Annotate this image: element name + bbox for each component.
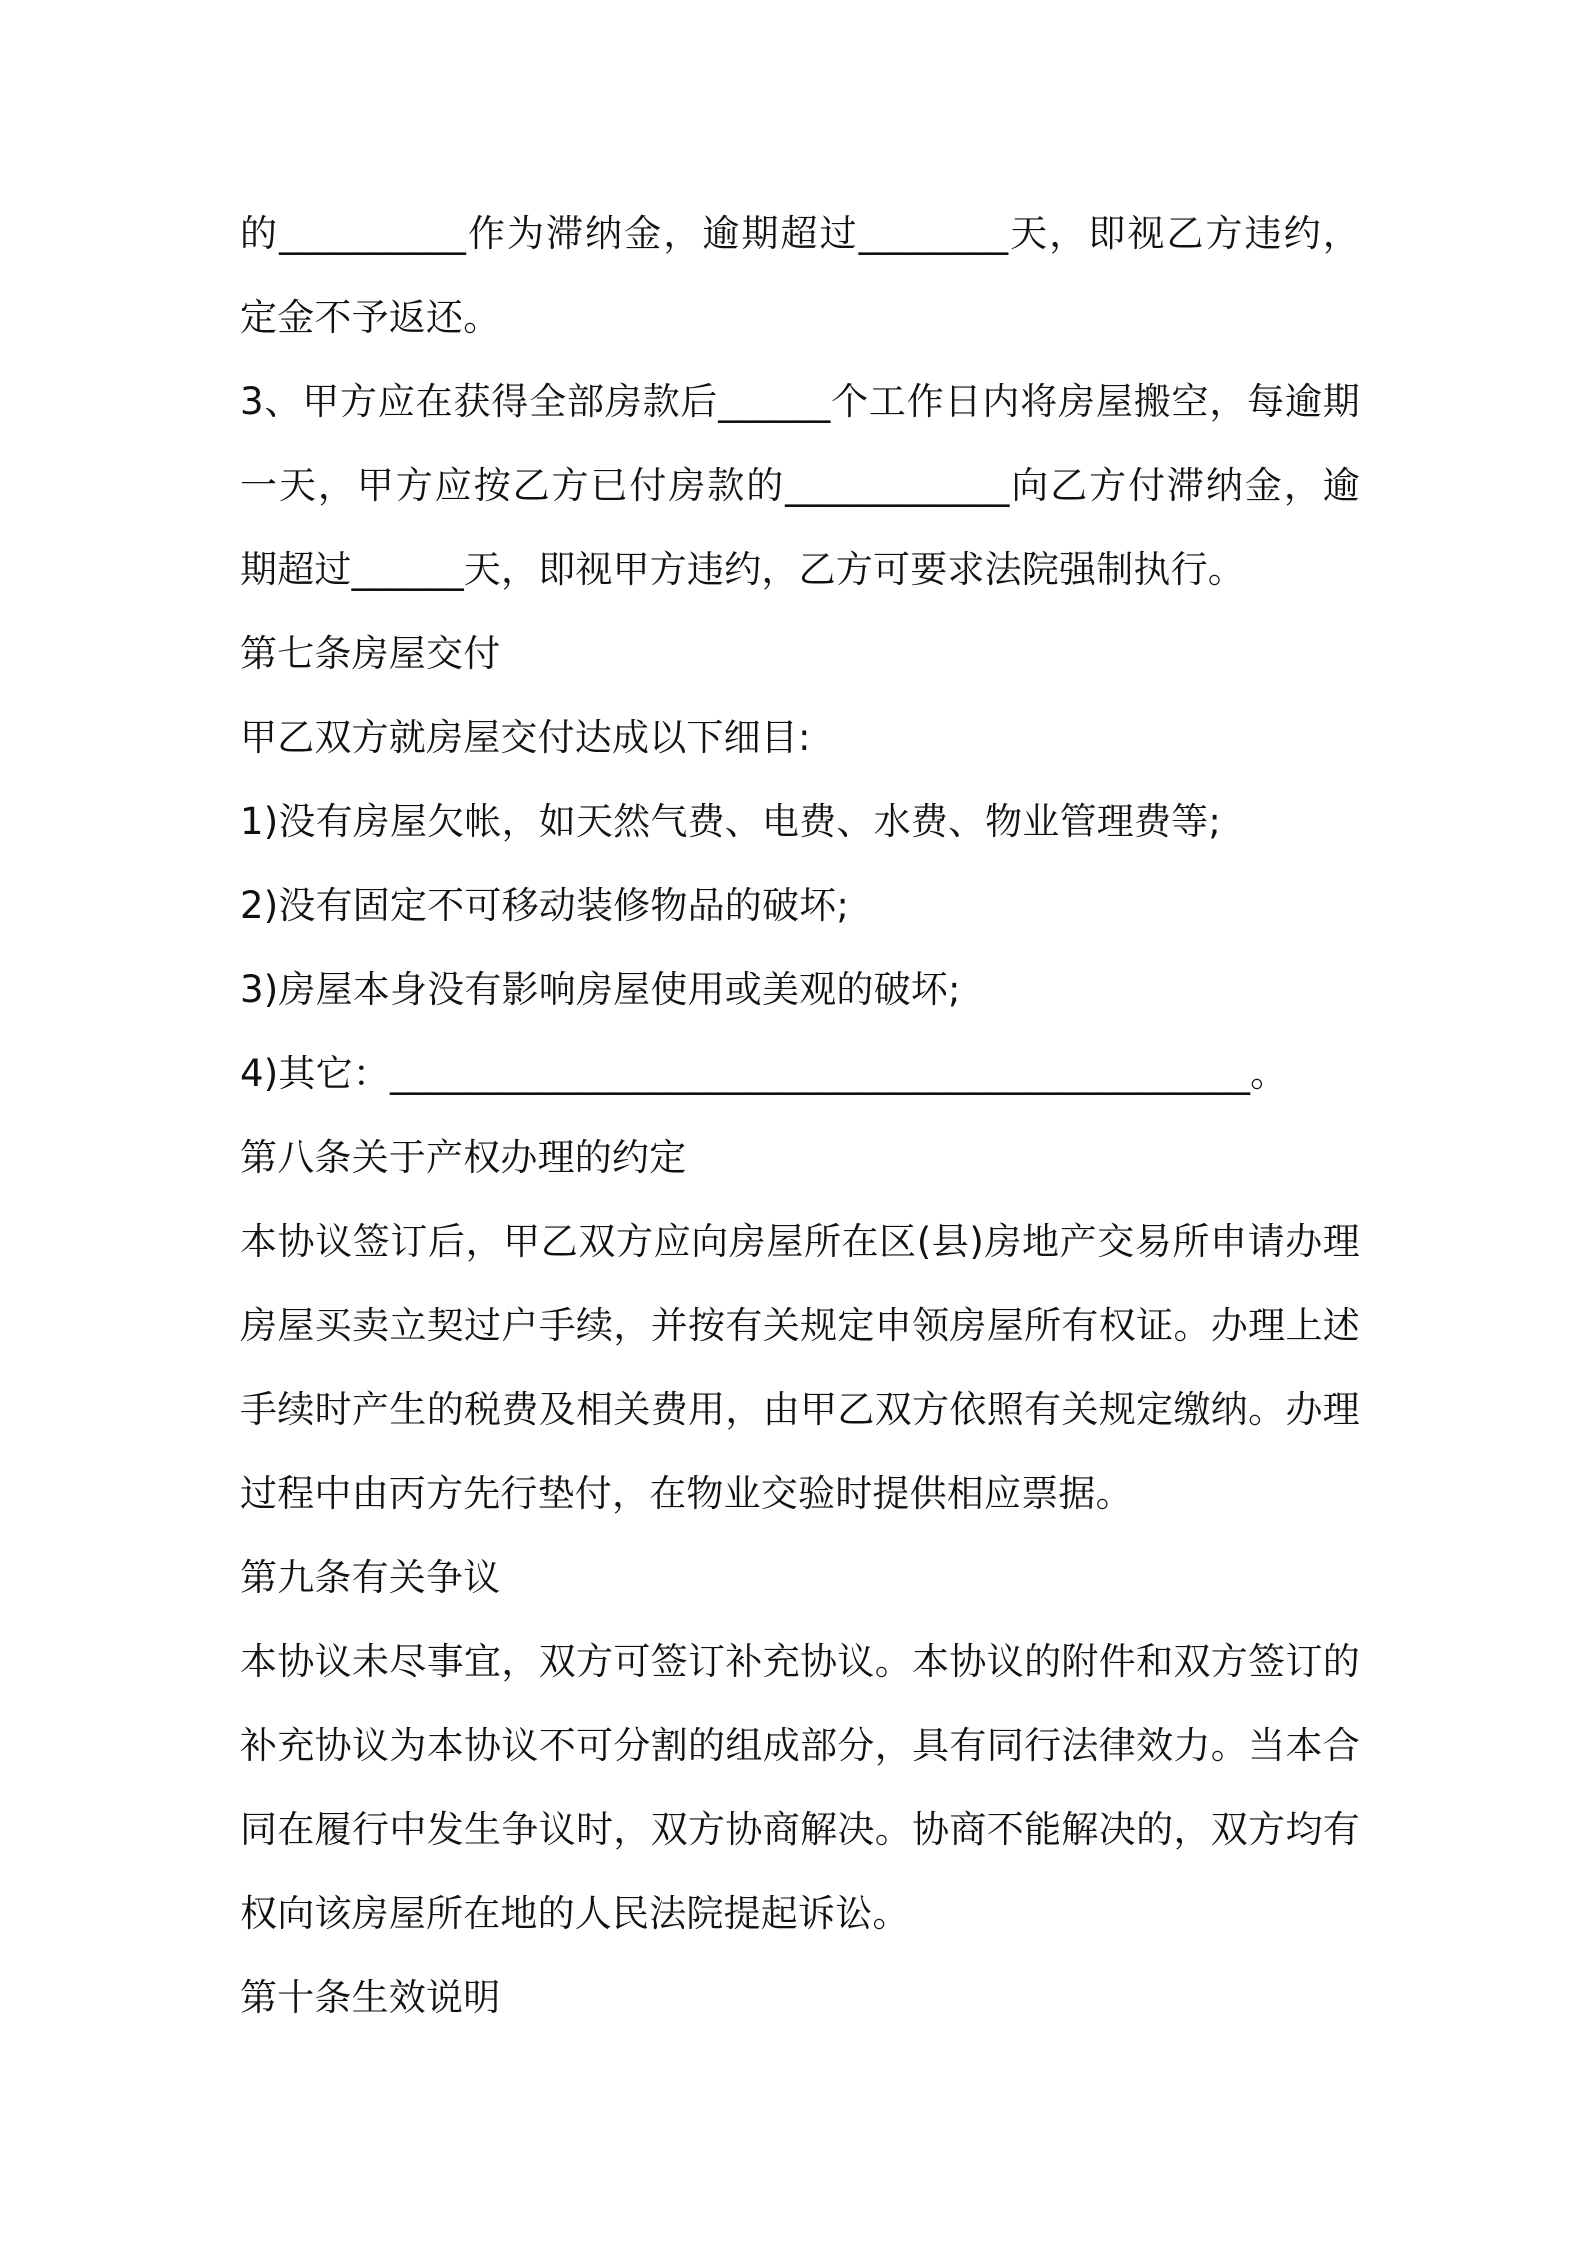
document-line: 一天，甲方应按乙方已付房款的____________向乙方付滞纳金，逾 [240,464,1360,507]
document-line: 手续时产生的税费及相关费用，由甲乙双方依照有关规定缴纳。办理 [240,1388,1360,1431]
document-line: 定金不予返还。 [240,296,501,339]
document-line: 期超过______天，即视甲方违约，乙方可要求法院强制执行。 [240,548,1245,591]
document-line: 第八条关于产权办理的约定 [240,1136,687,1179]
document-line: 本协议未尽事宜，双方可签订补充协议。本协议的附件和双方签订的 [240,1640,1360,1683]
document-line: 第十条生效说明 [240,1976,501,2019]
document-line: 补充协议为本协议不可分割的组成部分，具有同行法律效力。当本合 [240,1724,1360,1767]
document-line: 3)房屋本身没有影响房屋使用或美观的破坏; [240,968,961,1011]
document-line: 房屋买卖立契过户手续，并按有关规定申领房屋所有权证。办理上述 [240,1304,1360,1347]
document-line: 本协议签订后，甲乙双方应向房屋所在区(县)房地产交易所申请办理 [240,1220,1360,1263]
document-line: 同在履行中发生争议时，双方协商解决。协商不能解决的，双方均有 [240,1808,1360,1851]
document-line: 甲乙双方就房屋交付达成以下细目: [240,716,811,759]
document-line: 的__________作为滞纳金，逾期超过________天，即视乙方违约， [240,212,1360,255]
document-line: 3、甲方应在获得全部房款后______个工作日内将房屋搬空，每逾期 [240,380,1360,423]
document-line: 2)没有固定不可移动装修物品的破坏; [240,884,850,927]
document-line: 4)其它：______________________________________________。 [240,1052,1288,1095]
document-line: 权向该房屋所在地的人民法院提起诉讼。 [240,1892,910,1935]
document-line: 过程中由丙方先行垫付，在物业交验时提供相应票据。 [240,1472,1133,1515]
document-line: 第七条房屋交付 [240,632,501,675]
document-line: 第九条有关争议 [240,1556,501,1599]
document-body [240,192,1360,2040]
document-line: 1)没有房屋欠帐，如天然气费、电费、水费、物业管理费等; [240,800,1222,843]
